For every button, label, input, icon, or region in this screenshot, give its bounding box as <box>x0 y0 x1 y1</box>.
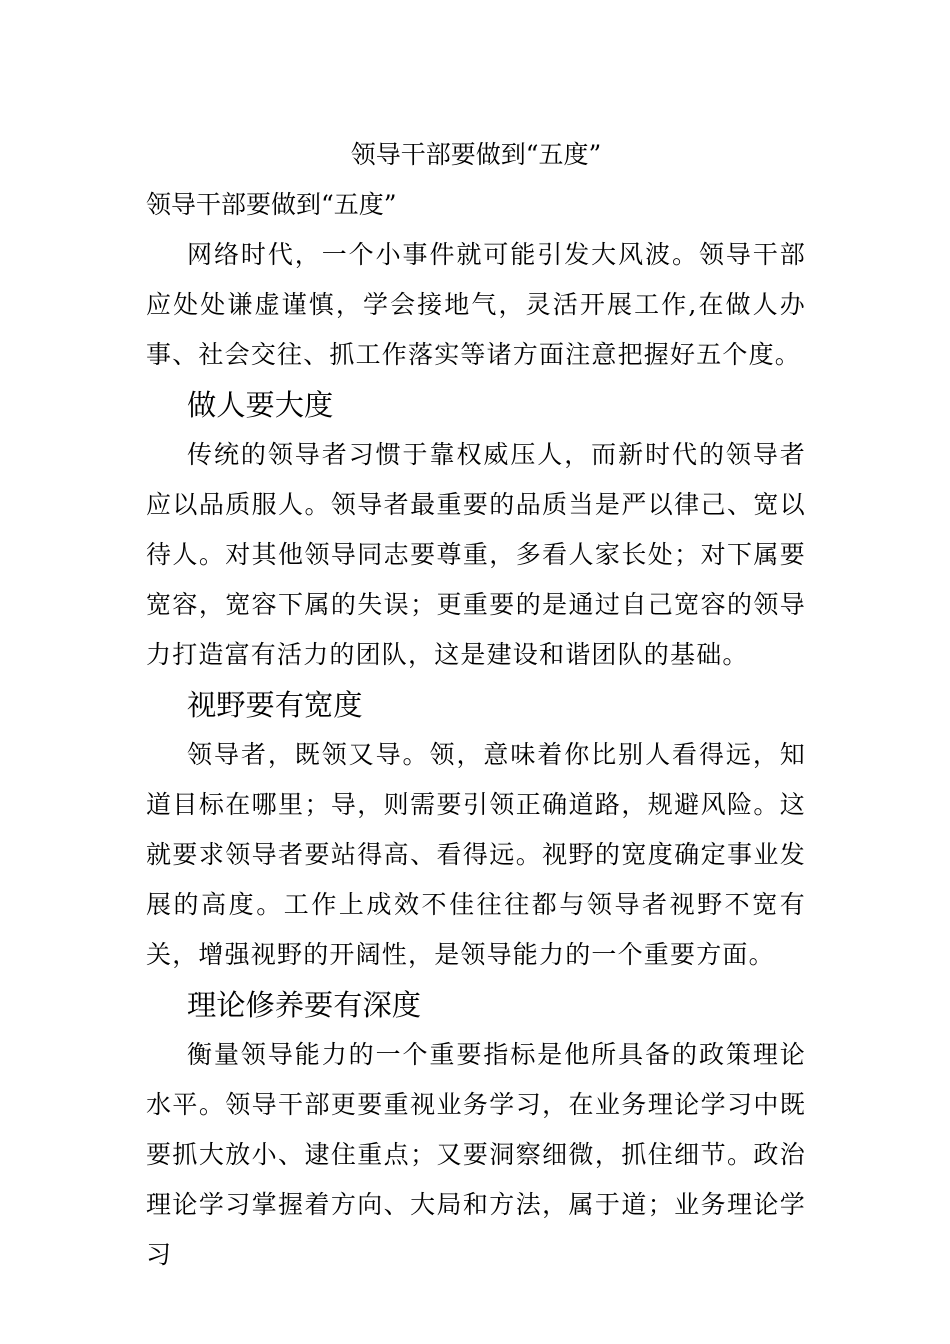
intro-paragraph: 网络时代，一个小事件就可能引发大风波。领导干部应处处谦虚谨慎，学会接地气，灵活开展工作,在做人办事、社会交往、抓工作落实等诸方面注意把握好五个度。 <box>146 240 806 369</box>
section-body-magnanimity: 传统的领导者习惯于靠权威压人，而新时代的领导者应以品质服人。领导者最重要的品质当是严以律己、宽以待人。对其他领导同志要尊重，多看人家长处；对下属要宽容，宽容下属的失误；更重要的是通过自己宽容的领导力打造富有活力的团队，这是建设和谐团队的基础。 <box>146 440 806 669</box>
document-title: 领导干部要做到“五度” <box>350 140 602 169</box>
section-body-theory-depth: 衡量领导能力的一个重要指标是他所具备的政策理论水平。领导干部更要重视业务学习，在业务理论学习中既要抓大放小、逮住重点；又要洞察细微，抓住细节。政治理论学习掌握着方向、大局和方法，属于道；业务理论学习 <box>146 1040 806 1269</box>
section-heading-magnanimity: 做人要大度 <box>187 388 334 422</box>
section-body-vision-breadth: 领导者，既领又导。领，意味着你比别人看得远，知道目标在哪里；导，则需要引领正确道路，规避风险。这就要求领导者要站得高、看得远。视野的宽度确定事业发展的高度。工作上成效不佳往往都与领导者视野不宽有关，增强视野的开阔性，是领导能力的一个重要方面。 <box>146 740 806 969</box>
section-heading-vision-breadth: 视野要有宽度 <box>187 688 363 722</box>
section-heading-theory-depth: 理论修养要有深度 <box>187 988 421 1022</box>
document-body <box>146 130 806 1280</box>
document-subtitle: 领导干部要做到“五度” <box>146 190 397 219</box>
